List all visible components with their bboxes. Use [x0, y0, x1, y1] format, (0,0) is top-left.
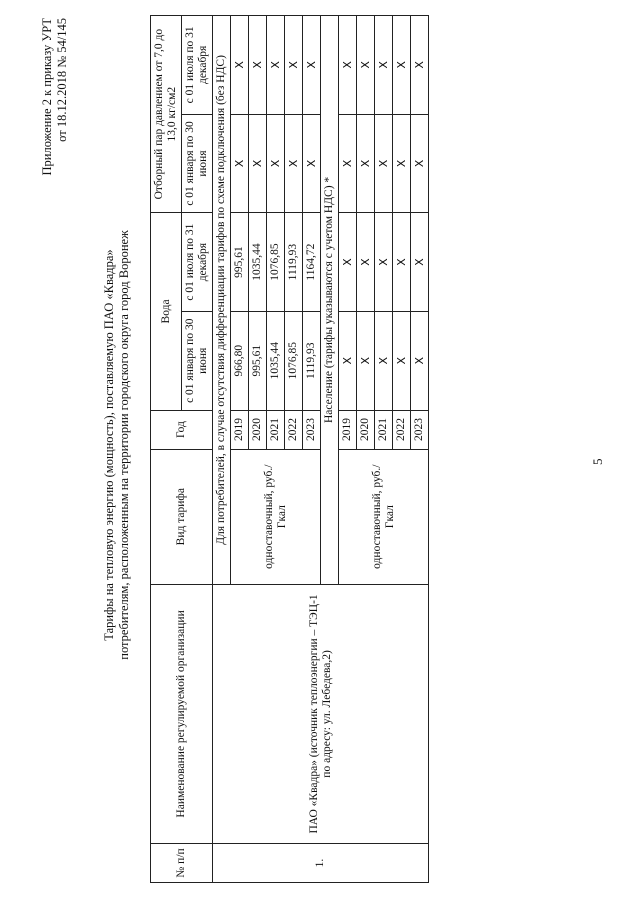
steam-h1-cell: X	[303, 114, 321, 213]
steam-h2-cell: X	[393, 16, 411, 115]
row-number: 1.	[213, 844, 429, 883]
water-h1-cell: X	[339, 311, 357, 410]
section-1-band: Для потребителей, в случае отсутствия дифференциации тарифов по схеме подключения (без НДС)	[213, 16, 231, 585]
document-title	[102, 105, 132, 785]
header-num: № п/п	[151, 844, 213, 883]
water-h2-cell: 1164,72	[303, 213, 321, 312]
water-h1-cell: X	[375, 311, 393, 410]
tariff-table	[150, 15, 429, 883]
water-h2-cell: X	[375, 213, 393, 312]
year-cell: 2019	[231, 410, 249, 449]
header-period-2: с 01 июля по 31 декабря	[182, 213, 213, 312]
water-h2-cell: X	[393, 213, 411, 312]
year-cell: 2022	[393, 410, 411, 449]
water-h1-cell: 995,61	[249, 311, 267, 410]
year-cell: 2022	[285, 410, 303, 449]
steam-h1-cell: X	[285, 114, 303, 213]
steam-h2-cell: X	[285, 16, 303, 115]
steam-h2-cell: X	[267, 16, 285, 115]
appendix-line-1: Приложение 2 к приказу УРТ	[40, 18, 54, 176]
water-h1-cell: 1119,93	[303, 311, 321, 410]
appendix-note	[40, 18, 70, 176]
appendix-line-2: от 18.12.2018 № 54/145	[55, 18, 69, 142]
year-cell: 2023	[303, 410, 321, 449]
water-h1-cell: X	[411, 311, 429, 410]
header-period-1: с 01 января по 30 июня	[182, 311, 213, 410]
steam-h2-cell: X	[303, 16, 321, 115]
steam-h1-cell: X	[357, 114, 375, 213]
page-number: 5	[590, 458, 605, 465]
header-org: Наименование регулируемой организации	[151, 584, 213, 843]
steam-h1-cell: X	[339, 114, 357, 213]
section-2-band: Население (тарифы указываются с учетом НДС) *	[321, 16, 339, 585]
steam-h1-cell: X	[249, 114, 267, 213]
steam-h1-cell: X	[231, 114, 249, 213]
year-cell: 2020	[357, 410, 375, 449]
year-cell: 2019	[339, 410, 357, 449]
section-1-kind: одноставочный, руб./Гкал	[231, 449, 321, 584]
title-line-1: Тарифы на тепловую энергию (мощность), поставляемую ПАО «Квадра»	[102, 249, 116, 641]
year-cell: 2021	[267, 410, 285, 449]
steam-h2-cell: X	[339, 16, 357, 115]
water-h2-cell: 1119,93	[285, 213, 303, 312]
water-h1-cell: X	[357, 311, 375, 410]
header-year: Год	[151, 410, 213, 449]
steam-h2-cell: X	[231, 16, 249, 115]
water-h2-cell: 995,61	[231, 213, 249, 312]
water-h1-cell: 966,80	[231, 311, 249, 410]
water-h1-cell: X	[393, 311, 411, 410]
header-kind: Вид тарифа	[151, 449, 213, 584]
steam-h1-cell: X	[375, 114, 393, 213]
steam-h2-cell: X	[375, 16, 393, 115]
water-h2-cell: 1076,85	[267, 213, 285, 312]
header-water: Вода	[151, 213, 182, 410]
section-2-kind: одноставочный, руб./Гкал	[339, 449, 429, 584]
header-period-4: с 01 июля по 31 декабря	[182, 16, 213, 115]
water-h1-cell: 1035,44	[267, 311, 285, 410]
organization-name: ПАО «Квадра» (источник теплоэнергии – ТЭЦ-1 по адресу: ул. Лебедева,2)	[213, 584, 429, 843]
steam-h1-cell: X	[393, 114, 411, 213]
water-h1-cell: 1076,85	[285, 311, 303, 410]
water-h2-cell: X	[339, 213, 357, 312]
header-period-3: с 01 января по 30 июня	[182, 114, 213, 213]
steam-h2-cell: X	[411, 16, 429, 115]
water-h2-cell: X	[411, 213, 429, 312]
year-cell: 2020	[249, 410, 267, 449]
water-h2-cell: X	[357, 213, 375, 312]
section-band-row	[213, 16, 231, 883]
steam-h2-cell: X	[357, 16, 375, 115]
table-header-row	[151, 16, 182, 883]
steam-h2-cell: X	[249, 16, 267, 115]
water-h2-cell: 1035,44	[249, 213, 267, 312]
header-steam: Отборный пар давлением от 7,0 до 13,0 кг/см2	[151, 16, 182, 213]
steam-h1-cell: X	[411, 114, 429, 213]
year-cell: 2023	[411, 410, 429, 449]
year-cell: 2021	[375, 410, 393, 449]
steam-h1-cell: X	[267, 114, 285, 213]
title-line-2: потребителям, расположенным на территории городского округа город Воронеж	[117, 230, 131, 660]
